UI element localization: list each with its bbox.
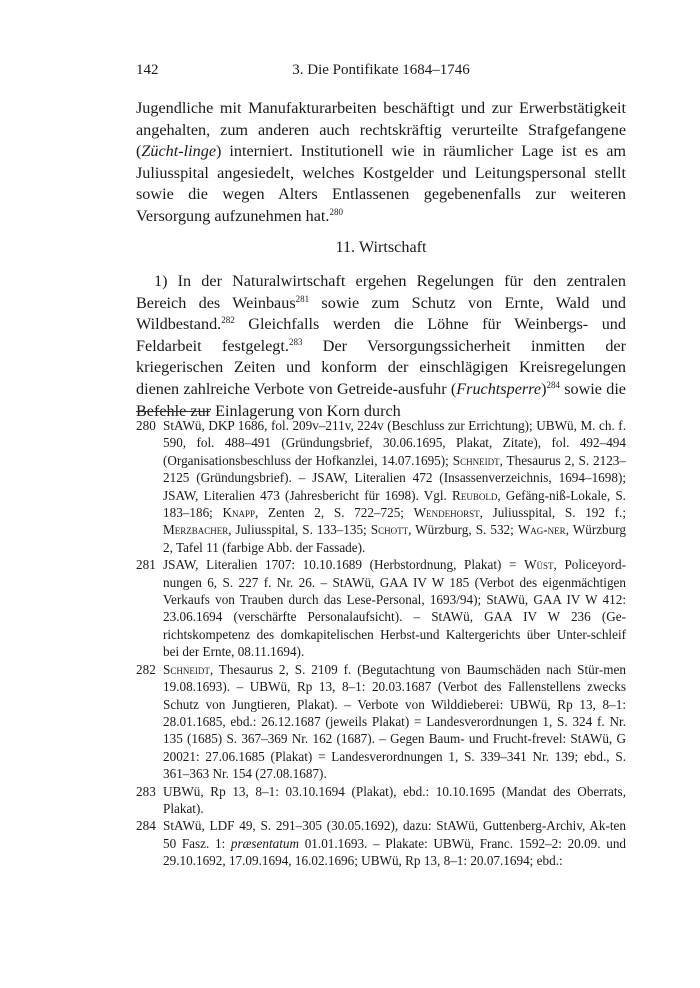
text: , Juliusspital, S. 133–135; [228, 522, 371, 538]
author-name: Wendehorst [413, 505, 480, 521]
running-head: 3. Die Pontifikate 1684–1746 [292, 62, 470, 78]
text: StAWü, DKP 1686, fol. 209v–211v, 224v (Beschluss zur Errichtung); UBWü, M. ch. f. 590, fol. 488–491 (Gründungsbrief, 30.06.1695, Plakat, Zitate), fol. 492–494 (Organisationsbeschluss der Hofkanzlei, 14.07.1695); [163, 418, 626, 468]
section-heading: 11. Wirtschaft [335, 238, 427, 256]
page-number: 142 [136, 62, 159, 78]
text: 1) In der Naturalwirtschaft ergehen Regelungen für den zentralen Bereich des Weinbaus [136, 272, 626, 312]
footnotes [136, 417, 626, 870]
footnote-number: 281 [136, 557, 156, 573]
text: JSAW, Literalien 1707: 10.10.1689 (Herbstordnung, Plakat) = [163, 557, 525, 573]
author-name: Schneidt [452, 452, 500, 468]
author-name: Schneidt [163, 661, 210, 677]
main-text-section [136, 271, 626, 422]
footnote-281 [136, 556, 626, 660]
main-text-top [136, 98, 626, 228]
text: , Thesaurus 2, S. 2109 f. (Begutachtung von Baumschäden nach Stür-men 19.08.1693). – UBWü, Rp 13, 8–1: 20.03.1687 (Verbot des Fallenstellens zwecks Schutz von Jungtieren, Plakat). – Verbote von Wilddieberei: UBWü, Rp 13, 8–1: 28.01.1685, ebd.: 26.12.1687 (jeweils Plakat) = Landesverordnungen 1, S. 324 f. Nr. 135 (1685) S. 367–369 Nr. 162 (1687). – Gegen Baum- und Frucht-frevel: StAWü, G 20021: 27.06.1685 (Plakat) = Landesverordnungen 1, S. 339–341 Nr. 139; ebd., S. 361–363 Nr. 154 (27.08.1687). [163, 661, 626, 782]
text: Jugendliche mit Manufakturarbeiten beschäftigt und zur Erwerbstätigkeit angehalten, zum anderen auch rechtskräftig verurteilte Strafgefangene ( [136, 99, 626, 161]
text: StAWü, LDF 49, S. 291–305 (30.05.1692), dazu: StAWü, Guttenberg-Archiv, Ak-ten 50 Fasz. 1: [163, 818, 626, 851]
text: sowie die Befehle zur Einlagerung von Korn durch [136, 379, 626, 420]
italic-term: præsentatum [230, 835, 300, 851]
text: , Würzburg 2, Tafel 11 (farbige Abb. der Fassade). [163, 522, 626, 555]
footnote-282 [136, 661, 626, 783]
text: , Gefäng-niß-Lokale, S. 183–186; [163, 487, 626, 521]
footnote-ref[interactable]: 282 [221, 315, 235, 326]
paragraph [136, 98, 626, 228]
text: , Zenten 2, S. 722–725; [255, 505, 414, 521]
footnote-ref[interactable]: 280 [329, 206, 343, 217]
italic-term: Fruchtsperre [456, 379, 542, 398]
author-name: Knapp [222, 505, 256, 521]
text: , Policeyord-nungen 6, S. 227 f. Nr. 26. – StAWü, GAA IV W 185 (Verbot des eigenmächtigen Verkaufs von Trauben durch das Lese-Personal, 1693/94); StAWü, GAA IV W 412: 23.06.1694 (verschärfte Personalaufsicht). – StAWü, GAA IV W 236 (Ge-richtskompetenz des domkapitelischen Herbst-und Kaltergerichts über Unter-schleif bei der Ernte, 08.11.1694). [163, 557, 626, 660]
footnote-number: 280 [136, 418, 156, 433]
text: , Juliusspital, S. 192 f.; [479, 505, 626, 521]
footnote-ref[interactable]: 284 [546, 379, 560, 390]
author-name: Wüst [524, 557, 554, 573]
author-name: Merzbacher [163, 522, 229, 538]
text: ) interniert. Institutionell wie in räumlicher Lage ist es am Juliusspital angesiedelt, welches Kostgelder und Leitungspersonal stellt sowie die wegen Alters Entlassenen gegebenenfalls zur weiteren Versorgung aufzunehmen hat. [136, 142, 626, 225]
author-name: Reubold [452, 487, 498, 503]
author-name: Schott [370, 522, 409, 538]
text: , Würzburg, S. 532; [408, 522, 518, 538]
italic-term: Zücht-linge [141, 142, 217, 161]
footnote-ref[interactable]: 281 [295, 293, 310, 304]
footnote-separator [136, 411, 210, 412]
text: sowie zum Schutz von Ernte, Wald und Wildbestand. [136, 293, 626, 334]
footnote-number: 284 [136, 818, 156, 834]
text: , Thesaurus 2, S. 2123–2125 (Gründungsbrief). – JSAW, Literalien 472 (Insassenverzeichnis, 1694–1698); JSAW, Literalien 473 (Jahresbericht für 1698). Vgl. [163, 452, 626, 503]
footnote-283 [136, 783, 626, 818]
text: Gleichfalls werden die Löhne für Weinbergs- und Feldarbeit festgelegt. [136, 315, 626, 355]
footnote-ref[interactable]: 283 [288, 336, 303, 347]
footnote-280 [136, 417, 626, 556]
text: UBWü, Rp 13, 8–1: 03.10.1694 (Plakat), ebd.: 10.10.1695 (Mandat des Oberrats, Plakat). [163, 783, 626, 816]
author-name: Wag-ner [517, 522, 566, 538]
footnote-number: 283 [136, 783, 156, 799]
footnote-number: 282 [136, 661, 156, 677]
page-header [136, 62, 626, 86]
paragraph [136, 271, 626, 422]
text: Der Versorgungssicherheit inmitten der kriegerischen Zeiten und konform der einschlägigen Kreisregelungen dienen zahlreiche Verbote von Getreide-ausfuhr ( [136, 336, 626, 398]
footnote-284 [136, 817, 626, 869]
text: ) [541, 379, 547, 398]
text: 01.01.1693. – Plakate: UBWü, Franc. 1592–2: 20.09. und 29.10.1692, 17.09.1694, 16.02.1696; UBWü, Rp 13, 8–1: 20.07.1694; ebd.: [163, 835, 627, 869]
